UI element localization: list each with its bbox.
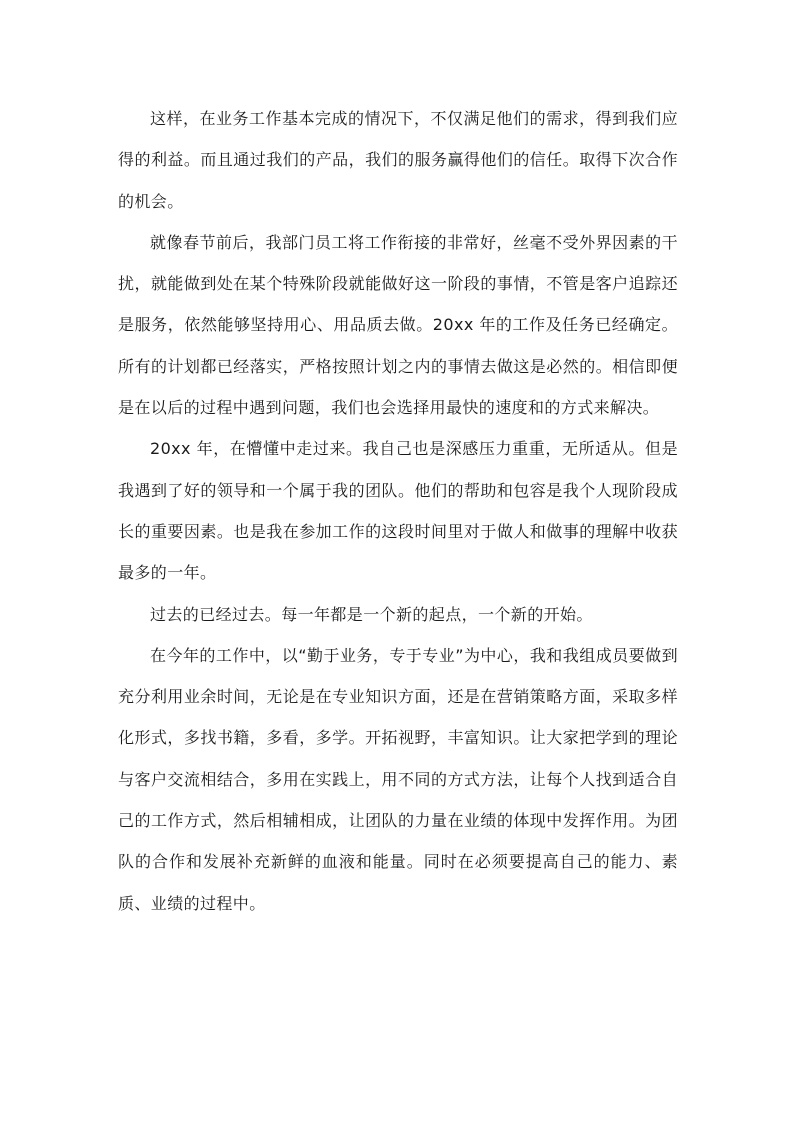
paragraph-2: 就像春节前后，我部门员工将工作衔接的非常好，丝毫不受外界因素的干扰，就能做到处在某个特殊阶段就能做好这一阶段的事情，不管是客户追踪还是服务，依然能够坚持用心、用品质去做。20xx 年的工作及任务已经确定。所有的计划都已经落实，严格按照计划之内的事情去做这是必然的。相信即便是在以后的过程中遇到问题，我们也会选择用最快的速度和的方式来解决。 — [118, 232, 678, 418]
document-body — [118, 98, 678, 924]
paragraph-1: 这样，在业务工作基本完成的情况下，不仅满足他们的需求，得到我们应得的利益。而且通过我们的产品，我们的服务赢得他们的信任。取得下次合作的机会。 — [118, 109, 678, 211]
paragraph-5: 在今年的工作中，以“勤于业务，专于专业”为中心，我和我组成员要做到充分利用业余时间，无论是在专业知识方面，还是在营销策略方面，采取多样化形式，多找书籍，多看，多学。开拓视野，丰富知识。让大家把学到的理论与客户交流相结合，多用在实践上，用不同的方式方法，让每个人找到适合自己的工作方式，然后相辅相成，让团队的力量在业绩的体现中发挥作用。为团队的合作和发展补充新鲜的血液和能量。同时在必须要提高自己的能力、素质、业绩的过程中。 — [118, 645, 678, 913]
paragraph-3: 20xx 年，在懵懂中走过来。我自己也是深感压力重重，无所适从。但是我遇到了好的领导和一个属于我的团队。他们的帮助和包容是我个人现阶段成长的重要因素。也是我在参加工作的这段时间里对于做人和做事的理解中收获最多的一年。 — [118, 439, 678, 583]
paragraph-4: 过去的已经过去。每一年都是一个新的起点，一个新的开始。 — [150, 604, 593, 624]
